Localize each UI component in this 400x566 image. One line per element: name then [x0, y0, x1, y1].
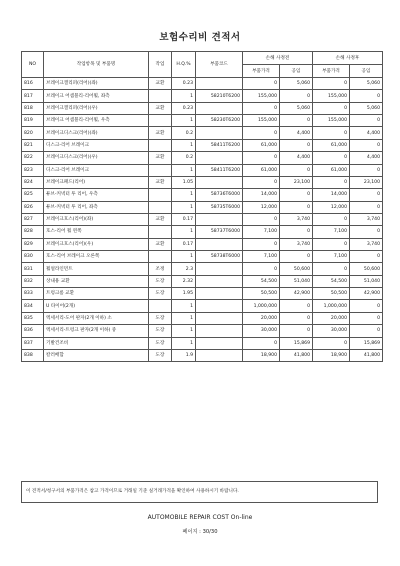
cell-a-part: 7,100: [313, 251, 350, 263]
cell-code: 58210T6200: [196, 90, 243, 102]
cell-b-part: 0: [243, 152, 280, 164]
cell-no: 825: [22, 189, 44, 201]
cell-hq: 1: [172, 312, 196, 324]
cell-b-labor: 0: [280, 226, 313, 238]
cell-hq: 1: [172, 337, 196, 349]
header-no: NO: [22, 52, 44, 78]
cell-item: 디스크-리어 브레이크: [44, 164, 149, 176]
cell-a-part: 0: [313, 213, 350, 225]
cell-b-labor: 51,040: [280, 275, 313, 287]
cell-b-labor: 0: [280, 164, 313, 176]
cell-no: 831: [22, 263, 44, 275]
cell-code: [196, 238, 243, 250]
cell-hq: 1: [172, 115, 196, 127]
header-before-part-price: 부품가격: [243, 65, 280, 78]
cell-a-labor: 50,600: [350, 263, 383, 275]
cell-b-part: 20,000: [243, 312, 280, 324]
table-row: [22, 226, 383, 238]
footer-brand: AUTOMOBILE REPAIR COST On-line: [147, 514, 253, 521]
header-after-part-price: 부품가격: [313, 65, 350, 78]
cell-b-part: 0: [243, 78, 280, 90]
cell-b-labor: 4,400: [280, 127, 313, 139]
cell-hq: 0.17: [172, 213, 196, 225]
cell-hq: 1: [172, 164, 196, 176]
cell-no: 821: [22, 139, 44, 151]
cell-hq: 2.32: [172, 275, 196, 287]
cell-no: 816: [22, 78, 44, 90]
cell-b-labor: 4,400: [280, 152, 313, 164]
price-notice: 이 견적서/청구서의 부품가격은 참고 가격이므로 거래일 기준 실거래가격을 확인하여 사용하시기 바랍니다.: [21, 481, 378, 503]
cell-a-part: 0: [313, 102, 350, 114]
table-row: [22, 238, 383, 250]
cell-work: [149, 164, 172, 176]
cell-b-labor: 23,100: [280, 176, 313, 188]
cell-b-part: 0: [243, 263, 280, 275]
cell-b-part: 7,100: [243, 226, 280, 238]
table-row: [22, 102, 383, 114]
cell-b-part: 30,000: [243, 325, 280, 337]
cell-b-part: 0: [243, 176, 280, 188]
estimate-table: [21, 51, 383, 362]
cell-work: [149, 251, 172, 263]
cell-code: [196, 275, 243, 287]
table-row: [22, 349, 383, 361]
cell-item: 브레이크캘리퍼(리어)(우): [44, 102, 149, 114]
cell-a-labor: 4,400: [350, 127, 383, 139]
cell-b-part: 155,000: [243, 115, 280, 127]
cell-a-part: 7,100: [313, 226, 350, 238]
cell-no: 819: [22, 115, 44, 127]
cell-a-part: 0: [313, 337, 350, 349]
cell-a-labor: 0: [350, 226, 383, 238]
cell-b-part: 61,000: [243, 164, 280, 176]
cell-a-part: 18,900: [313, 349, 350, 361]
cell-work: [149, 189, 172, 201]
cell-b-part: 0: [243, 102, 280, 114]
cell-hq: 0.17: [172, 238, 196, 250]
header-code: 부품코드: [196, 52, 243, 78]
cell-hq: 1: [172, 325, 196, 337]
cell-hq: 1.05: [172, 176, 196, 188]
cell-work: 교환: [149, 152, 172, 164]
cell-no: 817: [22, 90, 44, 102]
cell-b-labor: 0: [280, 201, 313, 213]
cell-a-labor: 3,740: [350, 213, 383, 225]
cell-a-part: 50,500: [313, 288, 350, 300]
cell-a-part: 155,000: [313, 115, 350, 127]
table-row: [22, 288, 383, 300]
cell-work: 교환: [149, 102, 172, 114]
cell-b-part: 0: [243, 213, 280, 225]
cell-b-labor: 5,060: [280, 102, 313, 114]
cell-work: 도장: [149, 325, 172, 337]
cell-a-labor: 0: [350, 164, 383, 176]
cell-item: 엑세서리-트렁크 판자(2개 이하) 중: [44, 325, 149, 337]
cell-no: 826: [22, 201, 44, 213]
cell-code: 58411T6200: [196, 164, 243, 176]
cell-hq: 0.23: [172, 102, 196, 114]
cell-code: [196, 152, 243, 164]
cell-item: 튜브-커넥터 투 리어, 우측: [44, 189, 149, 201]
cell-a-labor: 0: [350, 312, 383, 324]
table-row: [22, 275, 383, 287]
cell-item: 칼러배합: [44, 349, 149, 361]
cell-a-part: 1,000,000: [313, 300, 350, 312]
cell-b-part: 14,000: [243, 189, 280, 201]
header-before-assessment: 손해 사정전: [243, 52, 313, 65]
cell-b-part: 61,000: [243, 139, 280, 151]
cell-item: 브레이크디스크(리어)(좌): [44, 127, 149, 139]
cell-code: [196, 263, 243, 275]
cell-no: 834: [22, 300, 44, 312]
cell-code: [196, 102, 243, 114]
cell-hq: 1.95: [172, 288, 196, 300]
cell-hq: 1.9: [172, 349, 196, 361]
cell-b-labor: 0: [280, 300, 313, 312]
cell-work: 도장: [149, 275, 172, 287]
table-row: [22, 90, 383, 102]
cell-b-part: 50,500: [243, 288, 280, 300]
cell-a-part: 0: [313, 152, 350, 164]
cell-hq: 0.2: [172, 127, 196, 139]
cell-b-part: 155,000: [243, 90, 280, 102]
cell-work: [149, 300, 172, 312]
cell-no: 824: [22, 176, 44, 188]
table-row: [22, 115, 383, 127]
cell-a-part: 61,000: [313, 164, 350, 176]
cell-b-labor: 0: [280, 139, 313, 151]
cell-item: 브레이크디스크(리어)(우): [44, 152, 149, 164]
table-row: [22, 189, 383, 201]
cell-a-part: 12,000: [313, 201, 350, 213]
cell-work: 도장: [149, 349, 172, 361]
cell-code: 58230T6200: [196, 115, 243, 127]
cell-item: 브레이크패드(리어): [44, 176, 149, 188]
cell-b-labor: 50,600: [280, 263, 313, 275]
cell-b-labor: 0: [280, 90, 313, 102]
cell-b-part: 0: [243, 337, 280, 349]
cell-no: 832: [22, 275, 44, 287]
cell-code: [196, 300, 243, 312]
cell-b-labor: 0: [280, 312, 313, 324]
cell-code: [196, 337, 243, 349]
cell-item: 호스-리어 휠 왼쪽: [44, 226, 149, 238]
cell-a-part: 0: [313, 176, 350, 188]
cell-hq: 1: [172, 90, 196, 102]
cell-item: 호스-리어 브레이크 오른쪽: [44, 251, 149, 263]
cell-work: 도장: [149, 312, 172, 324]
cell-item: 상내용 교환: [44, 275, 149, 287]
cell-no: 829: [22, 238, 44, 250]
cell-hq: 1: [172, 251, 196, 263]
cell-a-part: 0: [313, 127, 350, 139]
table-row: [22, 201, 383, 213]
cell-item: 튜브-커넥터 투 리어, 좌측: [44, 201, 149, 213]
header-after-labor: 공임: [350, 65, 383, 78]
cell-work: [149, 90, 172, 102]
cell-hq: 2.3: [172, 263, 196, 275]
cell-item: 디스크-리어 브레이크: [44, 139, 149, 151]
cell-hq: 1: [172, 226, 196, 238]
cell-item: 트렁크룸 교환: [44, 288, 149, 300]
cell-no: 820: [22, 127, 44, 139]
cell-no: 830: [22, 251, 44, 263]
cell-item: U 타이어(2개): [44, 300, 149, 312]
cell-no: 838: [22, 349, 44, 361]
cell-code: [196, 312, 243, 324]
cell-b-labor: 3,740: [280, 238, 313, 250]
page-indicator: 페이지 : 30/30: [182, 529, 218, 535]
cell-b-labor: 42,900: [280, 288, 313, 300]
table-row: [22, 213, 383, 225]
cell-a-labor: 0: [350, 201, 383, 213]
table-row: [22, 78, 383, 90]
cell-b-part: 1,000,000: [243, 300, 280, 312]
cell-item: 브레이크캘리퍼(리어)(좌): [44, 78, 149, 90]
cell-item: 브레이크 어셈블리-리어휠, 좌측: [44, 90, 149, 102]
cell-b-labor: 0: [280, 325, 313, 337]
cell-b-part: 12,000: [243, 201, 280, 213]
cell-code: [196, 127, 243, 139]
cell-code: [196, 176, 243, 188]
cell-code: [196, 78, 243, 90]
cell-b-labor: 15,869: [280, 337, 313, 349]
table-row: [22, 263, 383, 275]
table-row: [22, 152, 383, 164]
cell-a-part: 155,000: [313, 90, 350, 102]
cell-no: 822: [22, 152, 44, 164]
header-hq: H.Q.%: [172, 52, 196, 78]
table-row: [22, 312, 383, 324]
cell-no: 823: [22, 164, 44, 176]
cell-code: 58738T6000: [196, 251, 243, 263]
table-row: [22, 325, 383, 337]
cell-a-labor: 0: [350, 325, 383, 337]
cell-hq: 1: [172, 189, 196, 201]
cell-b-labor: 0: [280, 115, 313, 127]
cell-a-labor: 51,040: [350, 275, 383, 287]
cell-code: [196, 213, 243, 225]
cell-a-labor: 5,060: [350, 102, 383, 114]
cell-a-labor: 3,740: [350, 238, 383, 250]
table-row: [22, 164, 383, 176]
cell-hq: 0.23: [172, 78, 196, 90]
cell-no: 828: [22, 226, 44, 238]
cell-no: 818: [22, 102, 44, 114]
cell-hq: 1: [172, 300, 196, 312]
cell-a-labor: 23,100: [350, 176, 383, 188]
cell-work: [149, 201, 172, 213]
cell-b-part: 7,100: [243, 251, 280, 263]
cell-no: 827: [22, 213, 44, 225]
cell-code: 58736T6000: [196, 189, 243, 201]
cell-code: [196, 349, 243, 361]
cell-a-part: 0: [313, 263, 350, 275]
cell-code: [196, 325, 243, 337]
header-work: 작업: [149, 52, 172, 78]
header-after-assessment: 손해 사정후: [313, 52, 383, 65]
cell-b-labor: 0: [280, 189, 313, 201]
cell-hq: 1: [172, 201, 196, 213]
cell-work: 도장: [149, 337, 172, 349]
cell-b-labor: 5,060: [280, 78, 313, 90]
cell-a-part: 0: [313, 78, 350, 90]
cell-item: 기발건조비: [44, 337, 149, 349]
cell-code: 58735T6000: [196, 201, 243, 213]
cell-work: 조정: [149, 263, 172, 275]
cell-work: 도장: [149, 288, 172, 300]
cell-item: 브레이크호스(리어)(좌): [44, 213, 149, 225]
cell-item: 브레이크호스(리어)(우): [44, 238, 149, 250]
cell-work: [149, 115, 172, 127]
cell-no: 835: [22, 312, 44, 324]
cell-a-part: 30,000: [313, 325, 350, 337]
cell-a-labor: 0: [350, 90, 383, 102]
cell-b-part: 54,500: [243, 275, 280, 287]
header-before-labor: 공임: [280, 65, 313, 78]
cell-work: 교환: [149, 213, 172, 225]
cell-a-labor: 0: [350, 139, 383, 151]
cell-a-labor: 0: [350, 251, 383, 263]
table-row: [22, 176, 383, 188]
cell-b-part: 0: [243, 238, 280, 250]
cell-b-part: 18,900: [243, 349, 280, 361]
estimate-rows: [22, 78, 383, 362]
table-row: [22, 300, 383, 312]
cell-a-labor: 41,800: [350, 349, 383, 361]
cell-a-part: 0: [313, 238, 350, 250]
cell-item: 휠얼라인먼트: [44, 263, 149, 275]
cell-b-part: 0: [243, 127, 280, 139]
cell-b-labor: 0: [280, 251, 313, 263]
cell-hq: 1: [172, 139, 196, 151]
cell-item: 브레이크 어셈블리-리어휠, 우측: [44, 115, 149, 127]
cell-no: 836: [22, 325, 44, 337]
cell-a-labor: 15,869: [350, 337, 383, 349]
cell-a-part: 61,000: [313, 139, 350, 151]
cell-a-part: 20,000: [313, 312, 350, 324]
cell-no: 833: [22, 288, 44, 300]
cell-work: 교환: [149, 238, 172, 250]
cell-a-labor: 0: [350, 300, 383, 312]
cell-code: 58737T6000: [196, 226, 243, 238]
document-title: 보험수리비 견적서: [159, 32, 241, 43]
header-item: 작업항목 및 부품명: [44, 52, 149, 78]
cell-work: [149, 226, 172, 238]
cell-work: 교환: [149, 78, 172, 90]
cell-no: 837: [22, 337, 44, 349]
cell-a-labor: 0: [350, 189, 383, 201]
table-row: [22, 139, 383, 151]
cell-item: 엑세서리-도어 판자(2개 이하) 소: [44, 312, 149, 324]
cell-work: 교환: [149, 127, 172, 139]
cell-a-labor: 4,400: [350, 152, 383, 164]
table-row: [22, 251, 383, 263]
cell-code: 58411T6200: [196, 139, 243, 151]
cell-b-labor: 3,740: [280, 213, 313, 225]
table-row: [22, 337, 383, 349]
cell-a-labor: 42,900: [350, 288, 383, 300]
cell-a-part: 54,500: [313, 275, 350, 287]
cell-b-labor: 41,800: [280, 349, 313, 361]
cell-work: [149, 139, 172, 151]
cell-hq: 0.2: [172, 152, 196, 164]
table-row: [22, 127, 383, 139]
cell-a-labor: 5,060: [350, 78, 383, 90]
cell-code: [196, 288, 243, 300]
cell-work: 교환: [149, 176, 172, 188]
cell-a-labor: 0: [350, 115, 383, 127]
cell-a-part: 14,000: [313, 189, 350, 201]
